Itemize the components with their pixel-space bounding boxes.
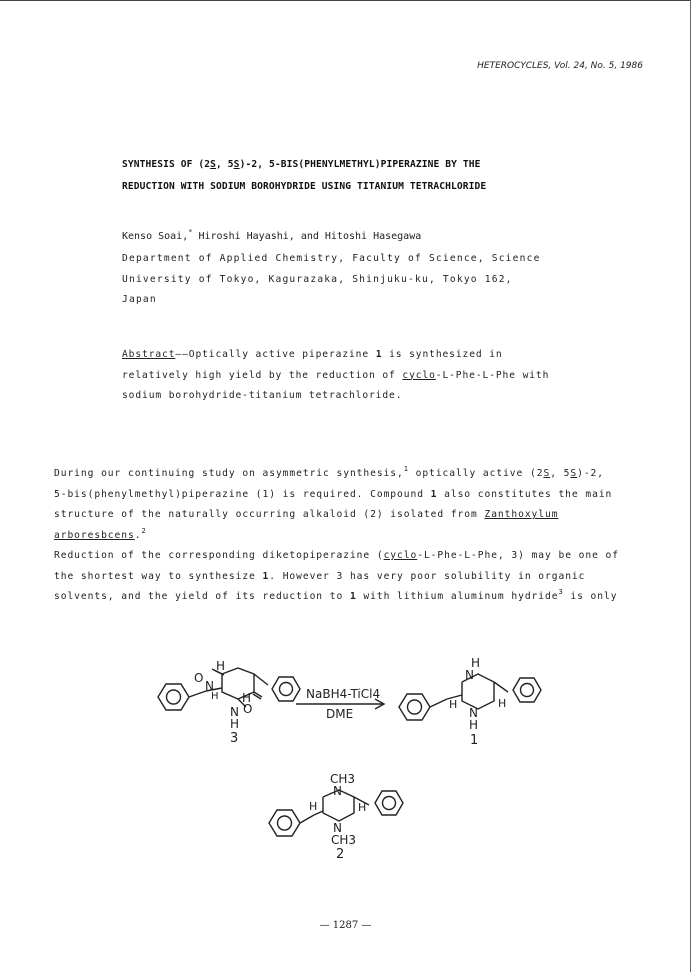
atom-label: H [242,691,252,705]
atom-label: H [449,698,458,711]
atom-label: N [469,706,478,720]
paragraph-1-line-4: arboresbcens.$^2$ [54,526,147,541]
page-number: — 1287 — [319,920,372,931]
atom-label: N [333,784,342,798]
abstract: Abstract——Optically active piperazine 1 is synthesized in relatively high yield by the reduction of cyclo-L-Phe-L-Phe with sodium borohydride-titanium tetrachloride. [122,349,550,401]
compound-2-label: 2 [336,847,345,862]
reagent-top: NaBH4-TiCl4 [306,687,381,701]
compound-3-structure [158,668,300,710]
paragraph-1-line-1: During our continuing study on asymmetric synthesis,$^1$ optically active (2S, 5S)-2, [54,465,605,479]
atom-label: N [465,668,474,682]
compound-1-label: 1 [470,733,479,748]
atom-label: CH3 [330,772,356,786]
atom-label: H [211,691,219,702]
reaction-scheme [0,655,691,845]
atom-label: H [471,656,481,670]
atom-label: H [469,718,479,732]
article-title [122,154,622,198]
paragraph-2-line-3: solvents, and the yield of its reduction to 1 with lithium aluminum hydride$^3$ is only [54,588,618,602]
atom-label: H [358,801,367,814]
atom-label: H [230,717,240,731]
atom-label: CH3 [331,833,357,845]
atom-label: O [194,671,204,685]
atom-label: H [309,800,318,813]
compound-3-label: 3 [230,731,239,746]
atom-label: N [205,679,214,693]
title-line-2: REDUCTION WITH SODIUM BOROHYDRIDE USING TITANIUM TETRACHLORIDE [122,181,487,192]
reagent-bottom: DME [326,707,354,721]
paragraph-1-line-3: structure of the naturally occurring alkaloid (2) isolated from Zanthoxylum [54,509,559,520]
atom-label: N [230,705,239,719]
journal-header: HETEROCYCLES, Vol. 24, No. 5, 1986 [477,61,643,71]
paragraph-1-line-2: 5-bis(phenylmethyl)piperazine (1) is required. Compound 1 also constitutes the main [54,488,613,500]
body-text [54,464,644,608]
reaction-scheme-drawing [0,655,691,845]
paragraph-2-line-2: the shortest way to synthesize 1. However 3 has very poor solubility in organic [54,570,586,582]
atom-label: N [333,821,342,835]
paragraph-2-line-1: Reduction of the corresponding diketopiperazine (cyclo-L-Phe-L-Phe, 3) may be one of [54,550,619,561]
atom-label: H [216,659,226,673]
title-line-1: SYNTHESIS OF (2S, 5S)-2, 5-BIS(PHENYLMETHYL)PIPERAZINE BY THE [122,159,481,170]
author-list: Kenso Soai,* Hiroshi Hayashi, and Hitoshi Hasegawa [122,228,422,242]
page-top-border [0,0,691,1]
abstract-label: Abstract [122,349,176,360]
atom-label: H [498,697,507,710]
corresponding-author-mark: * [188,228,193,236]
affiliation: Department of Applied Chemistry, Faculty of Science, Science University of Tokyo, Kagurazaka, Shinjuku-ku, Tokyo 162, Japan [122,253,541,305]
atom-label: O [243,702,253,716]
